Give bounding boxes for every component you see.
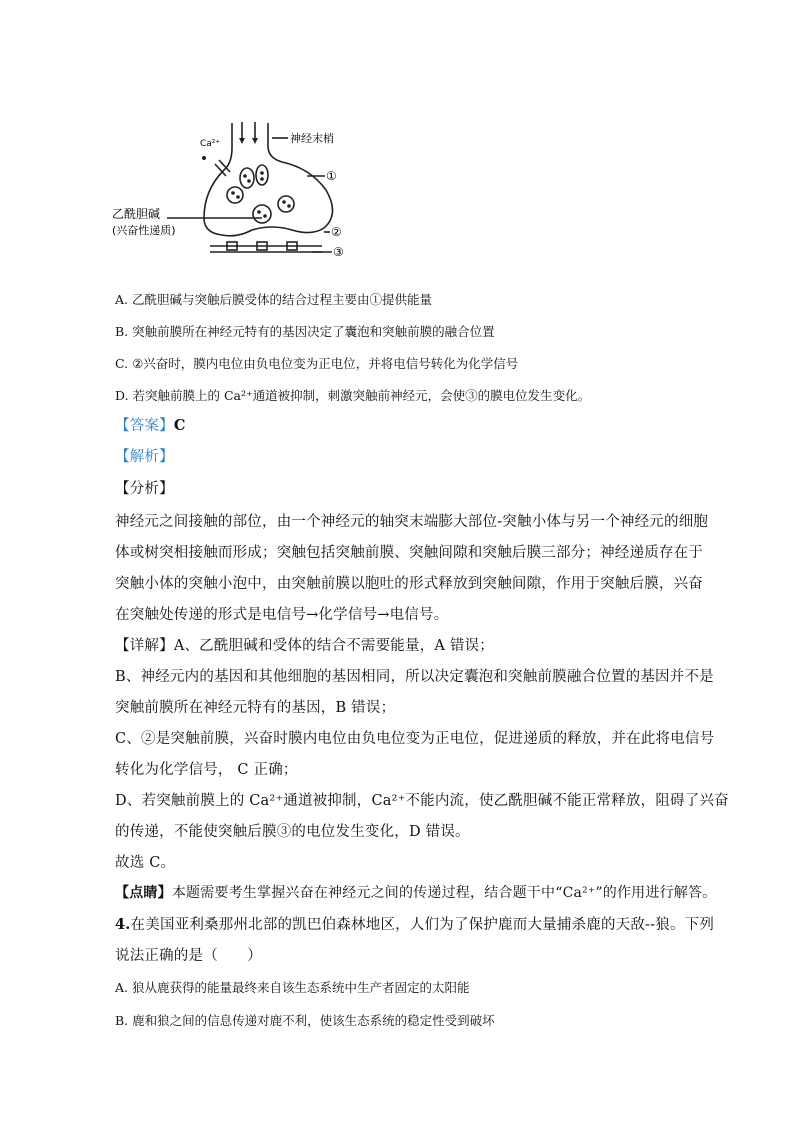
option-c: C. ②兴奋时，膜内电位由负电位变为正电位，并将电信号转化为化学信号 (115, 356, 519, 371)
detail-line-6: D、若突触前膜上的 Ca²⁺通道被抑制，Ca²⁺不能内流，使乙酰胆碱不能正常释放，阻碍了兴奋 (115, 793, 729, 809)
detail-tag: 【详解】 (115, 638, 174, 654)
nerve-terminal-label: 神经末梢 (290, 132, 334, 145)
excitatory-transmitter-label: (兴奋性递质) (112, 224, 176, 237)
detail-line-2: B、神经元内的基因和其他细胞的基因相同，所以决定囊泡和突触前膜融合位置的基因并不是 (115, 669, 714, 685)
fenxi-line-4: 在突触处传递的形式是电信号→化学信号→电信号。 (115, 607, 449, 623)
detail-line-5: 转化为化学信号， C 正确； (115, 762, 298, 778)
dianjing-tag: 【点睛】 (115, 885, 172, 901)
option-a: A. 乙酰胆碱与突触后膜受体的结合过程主要由①提供能量 (115, 292, 432, 307)
detail-line-8: 故选 C。 (115, 855, 176, 871)
q4-line-1 (115, 913, 714, 934)
answer-value: C (173, 417, 186, 434)
detail-line-4: C、②是突触前膜，兴奋时膜内电位由负电位变为正电位，促进递质的释放，并在此将电信号 (115, 731, 715, 747)
fenxi-line-1: 神经元之间接触的部位，由一个神经元的轴突末端膨大部位-突触小体与另一个神经元的细胞 (115, 514, 709, 530)
fenxi-tag: 【分析】 (115, 481, 174, 497)
option-b: B. 突触前膜所在神经元特有的基因决定了囊泡和突触前膜的融合位置 (115, 324, 495, 339)
detail-line-7: 的传递，不能使突触后膜③的电位发生变化，D 错误。 (115, 824, 470, 840)
fenxi-line-3: 突触小体的突触小泡中，由突触前膜以胞吐的形式释放到突触间隙，作用于突触后膜，兴奋 (115, 576, 703, 592)
acetylcholine-label: 乙酰胆碱 (112, 207, 161, 221)
q4-option-a: A. 狼从鹿获得的能量最终来自该生态系统中生产者固定的太阳能 (115, 980, 470, 995)
fenxi-line-2: 体或树突相接触而形成；突触包括突触前膜、突触间隙和突触后膜三部分；神经递质存在于 (115, 545, 703, 561)
option-d: D. 若突触前膜上的 Ca²⁺通道被抑制，刺激突触前神经元，会使③的膜电位发生变化。 (115, 388, 591, 403)
synapse-figure (112, 118, 352, 268)
calcium-ion-label: Ca²⁺ (200, 139, 221, 149)
dianjing-text: 本题需要考生掌握兴奋在神经元之间的传递过程，结合题干中“Ca²⁺”的作用进行解答。 (171, 885, 717, 901)
answer-tag: 【答案】 (115, 418, 174, 434)
marker-2: ② (331, 225, 342, 239)
answer-line (115, 414, 186, 435)
analysis-tag: 【解析】 (115, 449, 174, 465)
detail-text-1: A、乙酰胆碱和受体的结合不需要能量，A 错误； (173, 638, 494, 654)
q4-number: 4. (115, 916, 131, 933)
marker-1: ① (326, 169, 337, 183)
detail-line-1 (115, 634, 494, 655)
q4-line-2: 说法正确的是（ ） (115, 948, 262, 964)
dianjing-line (115, 882, 716, 902)
detail-line-3: 突触前膜所在神经元特有的基因，B 错误； (115, 700, 396, 716)
q4-option-b: B. 鹿和狼之间的信息传递对鹿不利，使该生态系统的稳定性受到破坏 (115, 1013, 495, 1028)
marker-3: ③ (333, 245, 344, 259)
q4-stem-1: 在美国亚利桑那州北部的凯巴伯森林地区，人们为了保护鹿而大量捕杀鹿的天敌--狼。下列 (130, 917, 715, 933)
